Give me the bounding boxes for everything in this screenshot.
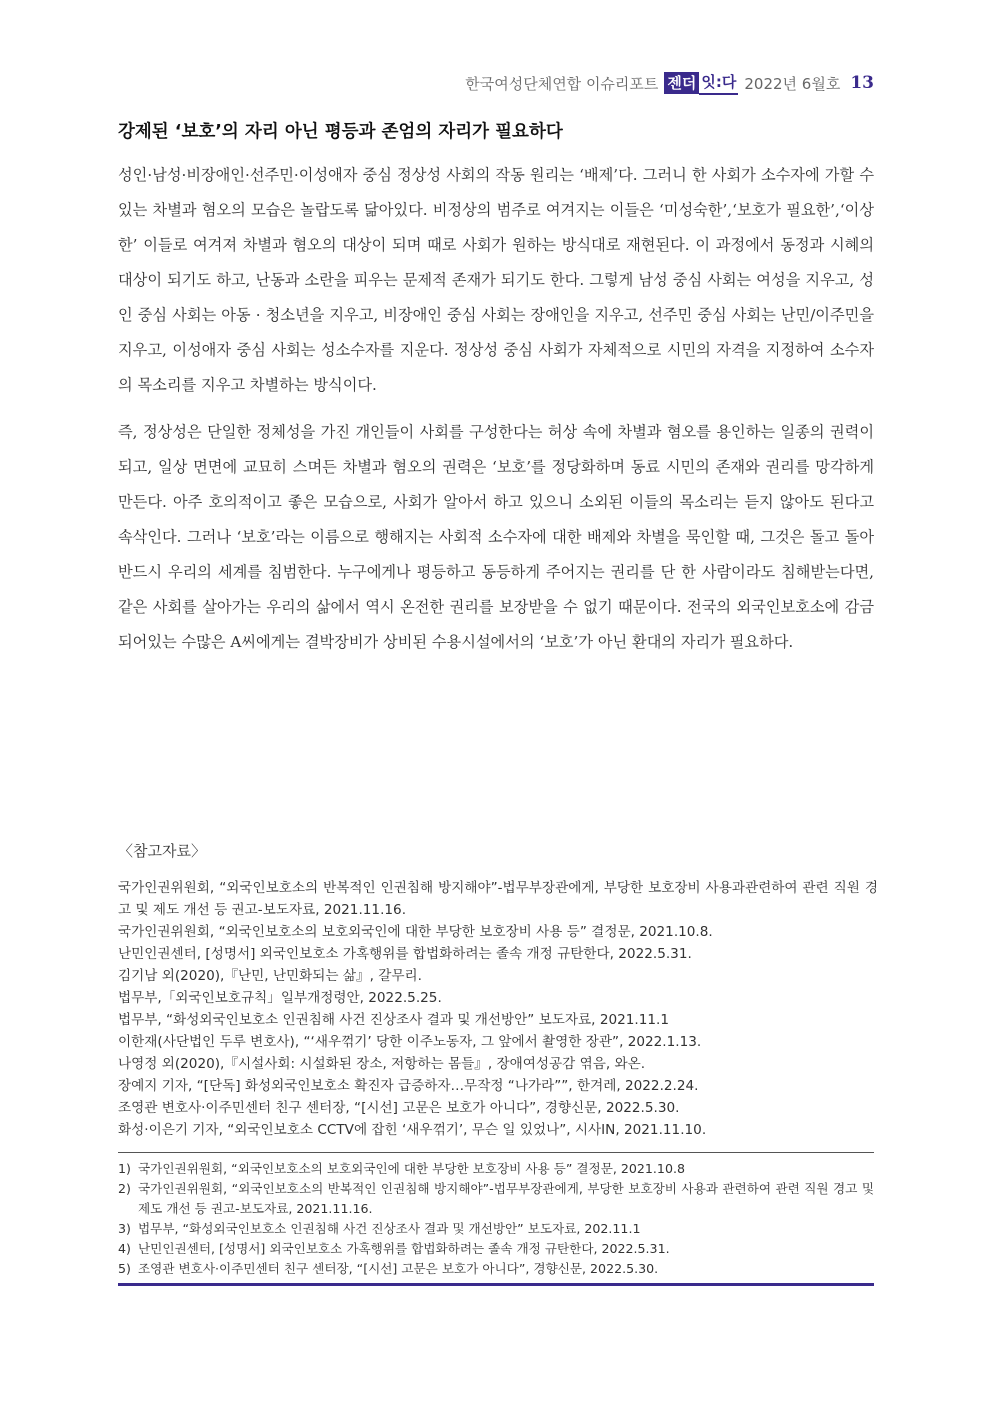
footnote-number: 3) xyxy=(118,1221,131,1236)
section-title: 강제된 ‘보호’의 자리 아닌 평등과 존엄의 자리가 필요하다 xyxy=(118,122,563,142)
footnote-number: 2) xyxy=(118,1181,131,1196)
reference-item: 화성·이은기 기자, “외국인보호소 CCTV에 잡힌 ‘새우꺾기’, 무슨 일 있었나”, 시사IN, 2021.11.10. xyxy=(118,1122,707,1138)
reference-item: 법무부,「외국인보호규칙」일부개정령안, 2022.5.25. xyxy=(118,990,442,1006)
footnotes xyxy=(118,1152,874,1279)
references-section xyxy=(118,840,878,1141)
footnote-text: 조영관 변호사·이주민센터 친구 센터장, “[시선] 고문은 보호가 아니다”, 경향신문, 2022.5.30. xyxy=(138,1261,659,1276)
reference-item: 법무부, “화성외국인보호소 인권침해 사건 진상조사 결과 및 개선방안” 보도자료, 2021.11.1 xyxy=(118,1012,670,1028)
page-number: 13 xyxy=(850,73,874,93)
paragraph: 성인·남성·비장애인·선주민·이성애자 중심 정상성 사회의 작동 원리는 ‘배제’다. 그러니 한 사회가 소수자에 가할 수 있는 차별과 혐오의 모습은 놀랍도록 닮아있다. 비정상의 범주로 여겨지는 이들은 ‘미성숙한’,‘보호가 필요한’,‘이상한’ 이들로 여겨져 차별과 혐오의 대상이 되며 때로 사회가 원하는 방식대로 재현된다. 이 과정에서 동정과 시혜의 대상이 되기도 하고, 난동과 소란을 피우는 문제적 존재가 되기도 한다. 그렇게 남성 중심 사회는 여성을 지우고, 성인 중심 사회는 아동 · 청소년을 지우고, 비장애인 중심 사회는 장애인을 지우고, 선주민 중심 사회는 난민/이주민을 지우고, 이성애자 중심 사회는 성소수자를 지운다. 정상성 중심 사회가 자체적으로 시민의 자격을 지정하여 소수자의 목소리를 지우고 차별하는 방식이다. xyxy=(118,166,874,394)
publisher-name: 한국여성단체연합 이슈리포트 xyxy=(465,74,659,93)
references-title: 〈참고자료〉 xyxy=(118,842,206,860)
reference-item: 국가인권위원회, “외국인보호소의 보호외국인에 대한 부당한 보호장비 사용 등” 결정문, 2021.10.8. xyxy=(118,924,713,940)
footnote xyxy=(118,1179,874,1219)
logo-part1: 젠더 xyxy=(664,72,699,94)
reference-item: 국가인권위원회, “외국인보호소의 반복적인 인권침해 방지해야”-법무부장관에게, 부당한 보호장비 사용과관련하여 관련 직원 경고 및 제도 개선 등 권고-보도자료, 2021.11.16. xyxy=(118,880,878,918)
reference-item: 장예지 기자, “[단독] 화성외국인보호소 확진자 급증하자…무작정 “나가라””, 한겨레, 2022.2.24. xyxy=(118,1078,699,1094)
footnote xyxy=(118,1219,874,1239)
footnote xyxy=(118,1159,874,1179)
footnote-text: 국가인권위원회, “외국인보호소의 보호외국인에 대한 부당한 보호장비 사용 등” 결정문, 2021.10.8 xyxy=(138,1161,685,1176)
issue-date: 2022년 6월호 xyxy=(744,74,841,93)
footnote-text: 난민인권센터, [성명서] 외국인보호소 가혹행위를 합법화하려는 졸속 개정 규탄한다, 2022.5.31. xyxy=(138,1241,670,1256)
report-logo xyxy=(664,72,738,94)
footnote-text: 법무부, “화성외국인보호소 인권침해 사건 진상조사 결과 및 개선방안” 보도자료, 202.11.1 xyxy=(138,1221,641,1236)
reference-item: 조영관 변호사·이주민센터 친구 센터장, “[시선] 고문은 보호가 아니다”, 경향신문, 2022.5.30. xyxy=(118,1100,680,1116)
footnote-number: 1) xyxy=(118,1161,131,1176)
body-text xyxy=(118,158,874,672)
footnote xyxy=(118,1239,874,1259)
logo-part2: 잇:다 xyxy=(699,71,738,95)
reference-item: 난민인권센터, [성명서] 외국인보호소 가혹행위를 합법화하려는 졸속 개정 규탄한다, 2022.5.31. xyxy=(118,946,692,962)
reference-item: 이한재(사단법인 두루 변호사), “‘새우꺾기’ 당한 이주노동자, 그 앞에서 촬영한 장관”, 2022.1.13. xyxy=(118,1034,702,1050)
footnote-number: 5) xyxy=(118,1261,131,1276)
bottom-rule xyxy=(118,1283,874,1286)
paragraph: 즉, 정상성은 단일한 정체성을 가진 개인들이 사회를 구성한다는 허상 속에 차별과 혐오를 용인하는 일종의 권력이 되고, 일상 면면에 교묘히 스며든 차별과 혐오의 권력은 ‘보호’를 정당화하며 동료 시민의 존재와 권리를 망각하게 만든다. 아주 호의적이고 좋은 모습으로, 사회가 알아서 하고 있으니 소외된 이들의 목소리는 듣지 않아도 된다고 속삭인다. 그러나 ‘보호’라는 이름으로 행해지는 사회적 소수자에 대한 배제와 차별을 묵인할 때, 그것은 돌고 돌아 반드시 우리의 세계를 침범한다. 누구에게나 평등하고 동등하게 주어지는 권리를 단 한 사람이라도 침해받는다면, 같은 사회를 살아가는 우리의 삶에서 역시 온전한 권리를 보장받을 수 없기 때문이다. 전국의 외국인보호소에 감금되어있는 수많은 A씨에게는 결박장비가 상비된 수용시설에서의 ‘보호’가 아닌 환대의 자리가 필요하다. xyxy=(118,423,874,651)
footnote-number: 4) xyxy=(118,1241,131,1256)
footnote xyxy=(118,1259,874,1279)
page-header xyxy=(465,70,874,96)
footnote-text: 국가인권위원회, “외국인보호소의 반복적인 인권침해 방지해야”-법무부장관에게, 부당한 보호장비 사용과 관련하여 관련 직원 경고 및 제도 개선 등 권고-보도자료, 2021.11.16. xyxy=(138,1181,874,1216)
reference-item: 나영정 외(2020),『시설사회: 시설화된 장소, 저항하는 몸들』, 장애여성공감 엮음, 와온. xyxy=(118,1056,646,1072)
reference-item: 김기남 외(2020),『난민, 난민화되는 삶』, 갈무리. xyxy=(118,968,422,984)
